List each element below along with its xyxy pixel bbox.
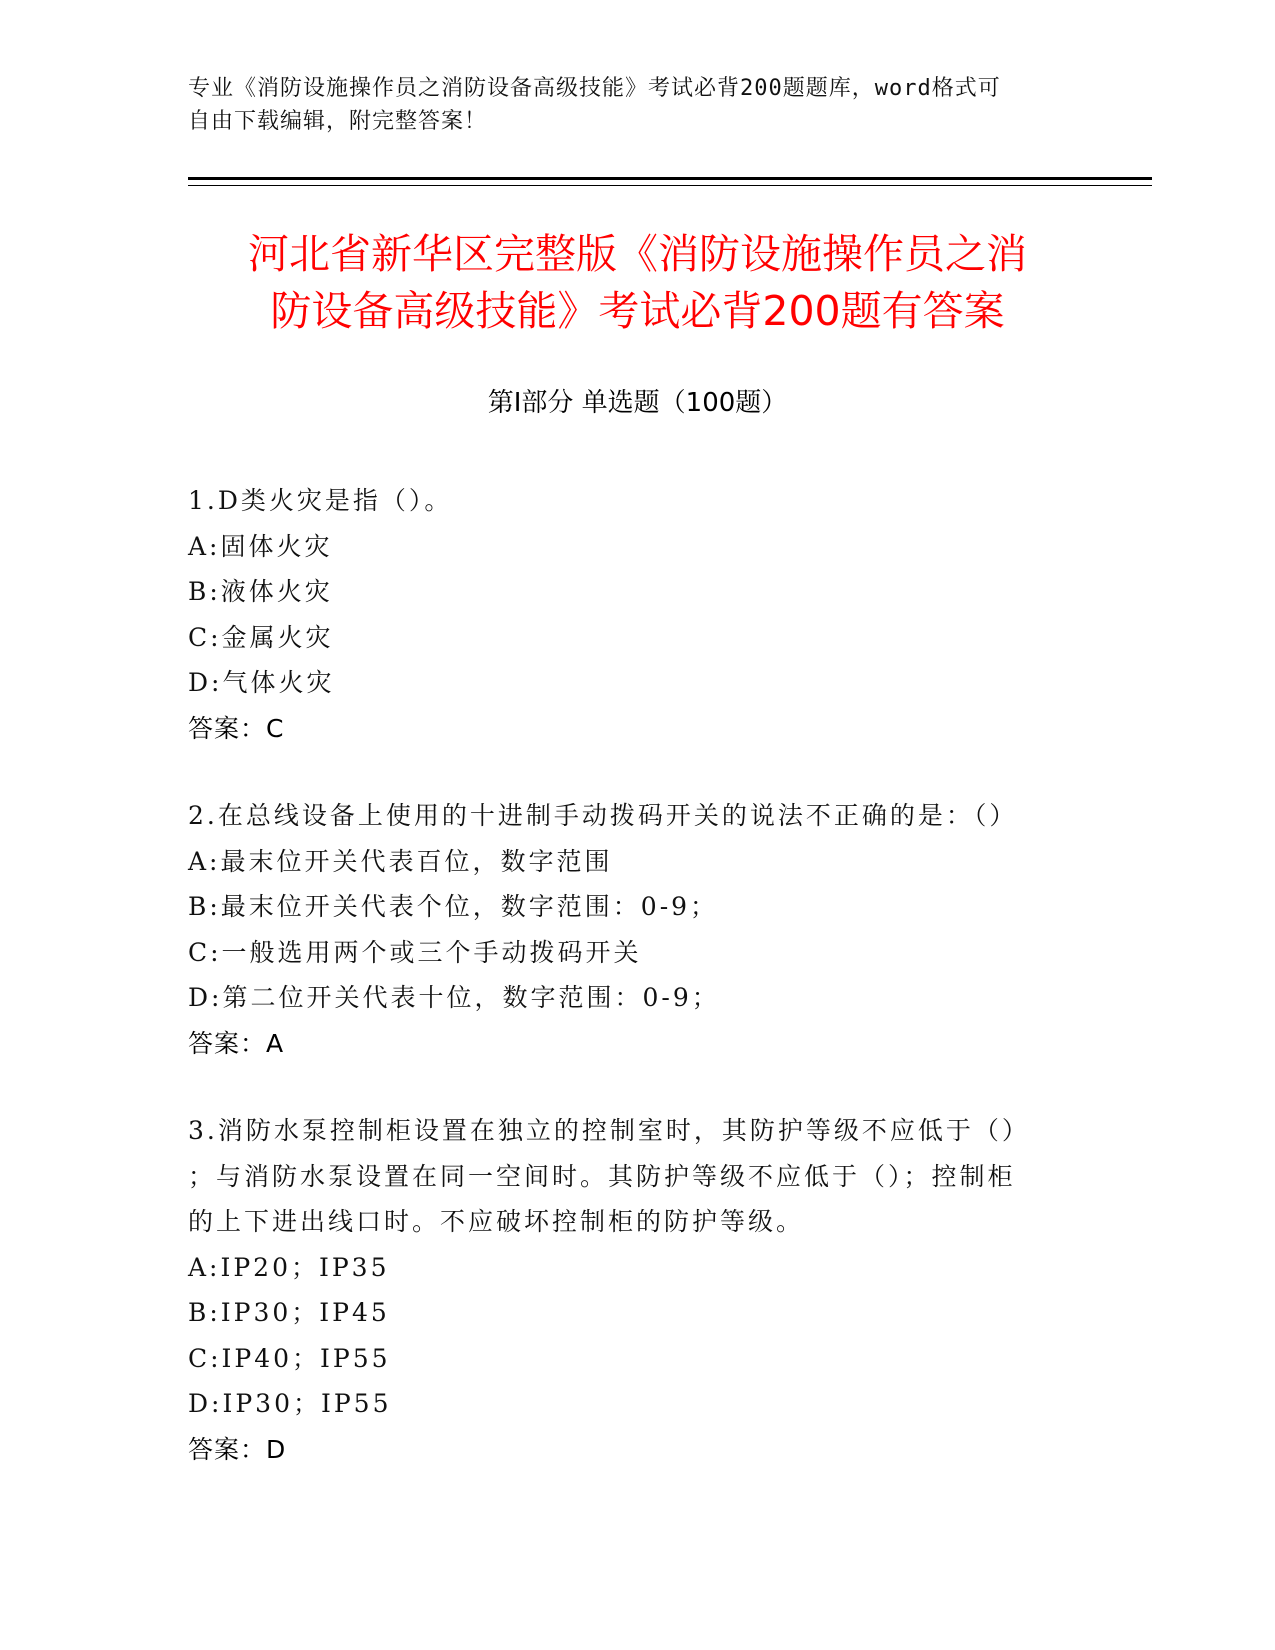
option-a: A:IP20；IP35	[188, 1252, 390, 1282]
question-3	[188, 1108, 1068, 1472]
option-b: B:IP30；IP45	[188, 1298, 390, 1327]
question-stem-continued: ；与消防水泵设置在同一空间时。其防护等级不应低于（）；控制柜	[188, 1161, 1016, 1191]
title-line: 河北省新华区完整版《消防设施操作员之消	[248, 230, 1027, 278]
option-d: D:第二位开关代表十位，数字范围：0-9；	[188, 983, 720, 1012]
option-d: D:IP30；IP55	[188, 1389, 392, 1418]
answer-line: 答案：A	[188, 1028, 285, 1058]
header-divider-thick	[188, 177, 1152, 180]
question-stem: 1.D类火灾是指（）。	[188, 486, 453, 515]
answer-line: 答案：D	[188, 1434, 287, 1464]
option-d: D:气体火灾	[188, 668, 335, 697]
intro-line: 专业《消防设施操作员之消防设备高级技能》考试必背200题题库，word格式可	[188, 76, 1001, 101]
section-heading: 第Ⅰ部分 单选题（100题）	[487, 388, 788, 418]
question-stem: 3.消防水泵控制柜设置在独立的控制室时，其防护等级不应低于（）	[188, 1116, 1030, 1145]
option-b: B:最末位开关代表个位，数字范围：0-9；	[188, 892, 719, 921]
option-b: B:液体火灾	[188, 577, 333, 606]
option-c: C:金属火灾	[188, 622, 334, 652]
option-c: C:一般选用两个或三个手动拨码开关	[188, 937, 642, 967]
question-stem-continued: 的上下进出线口时。不应破坏控制柜的防护等级。	[188, 1207, 805, 1236]
question-2	[188, 793, 1068, 1066]
title-line: 防设备高级技能》考试必背200题有答案	[270, 287, 1005, 335]
question-list	[188, 478, 1068, 1514]
option-a: A:最末位开关代表百位，数字范围	[188, 846, 613, 876]
intro-text	[188, 72, 1068, 138]
intro-line: 自由下载编辑，附完整答案！	[188, 109, 488, 134]
question-1	[188, 478, 1068, 751]
option-a: A:固体火灾	[188, 531, 333, 561]
option-c: C:IP40；IP55	[188, 1343, 391, 1373]
document-title	[150, 226, 1125, 340]
header-divider-thin	[188, 185, 1152, 186]
question-stem: 2.在总线设备上使用的十进制手动拨码开关的说法不正确的是：（）	[188, 801, 1018, 830]
answer-line: 答案：C	[188, 713, 285, 743]
